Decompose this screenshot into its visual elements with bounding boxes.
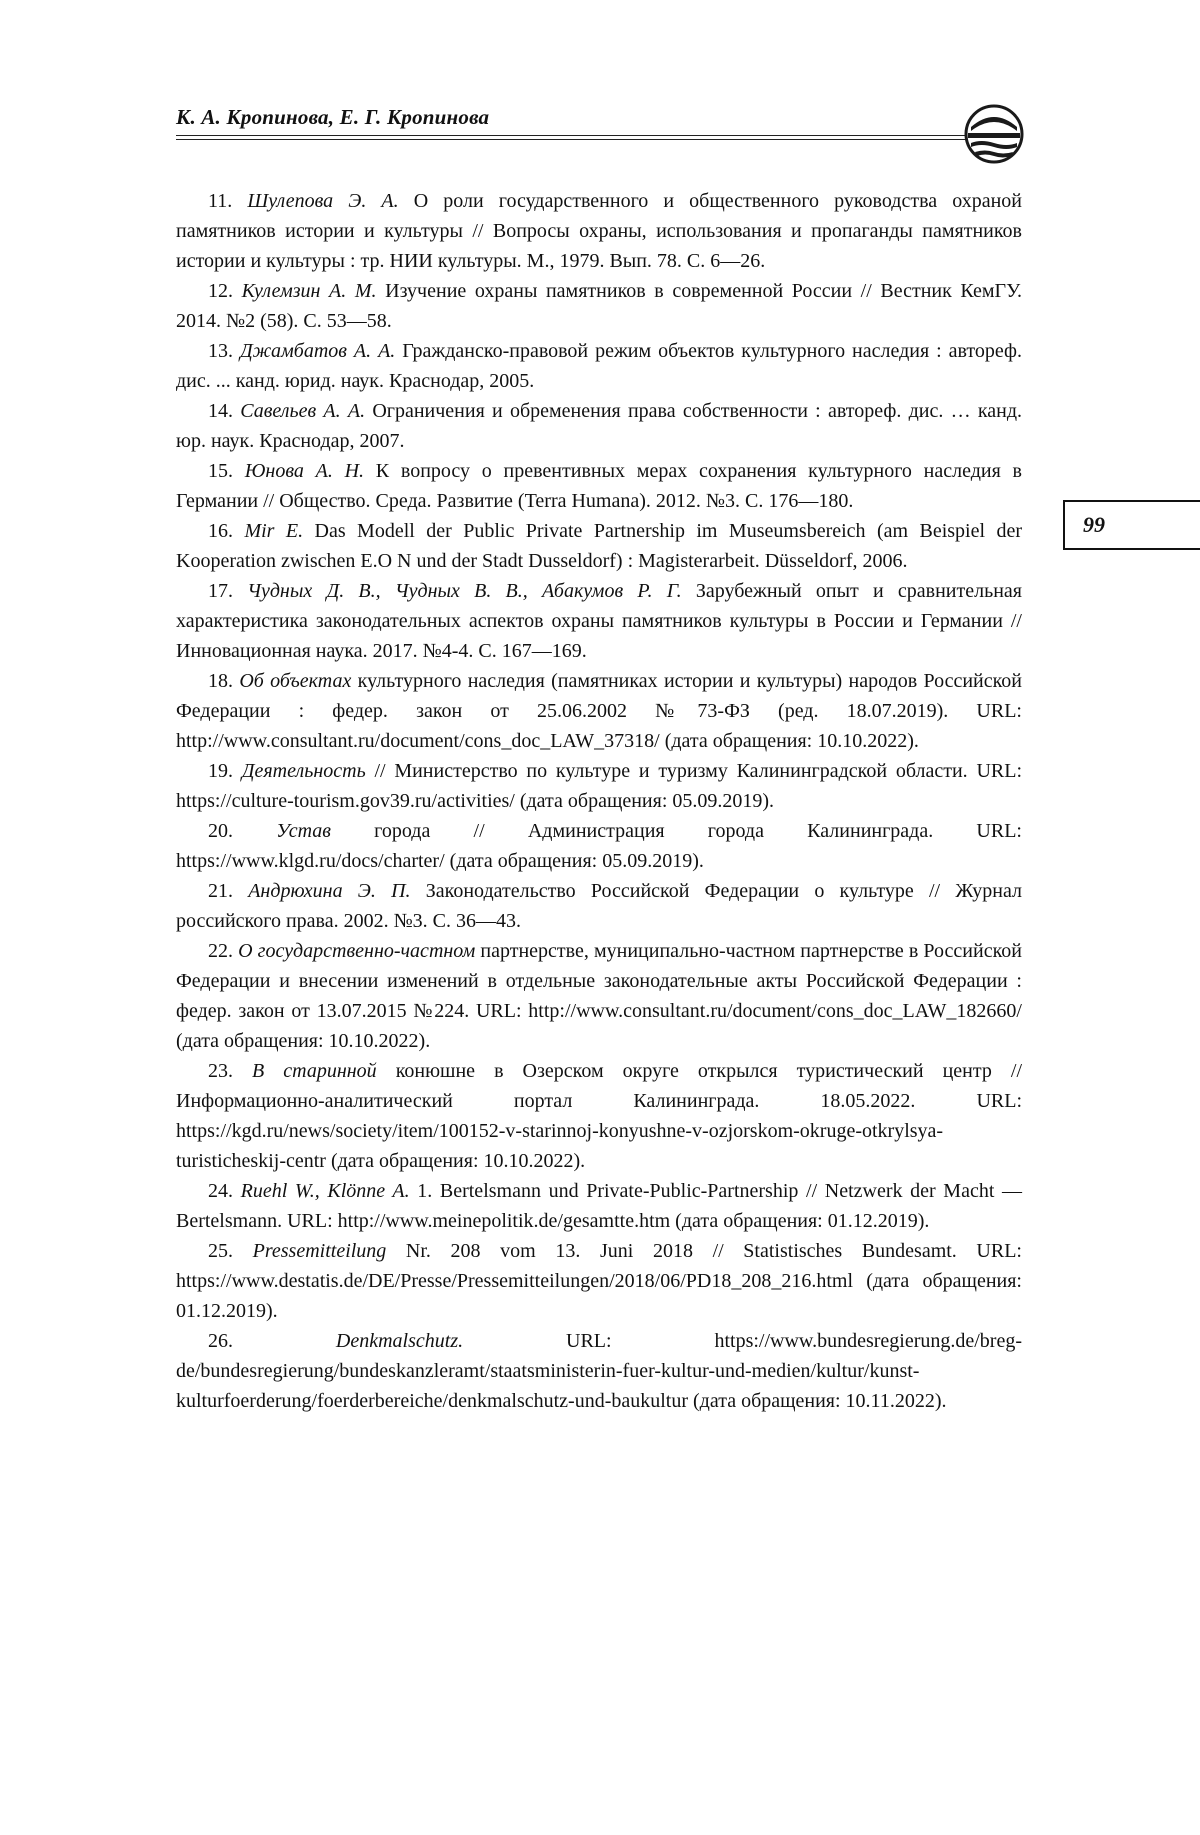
journal-logo-icon bbox=[963, 103, 1025, 165]
reference-text: К вопросу о превентивных мерах сохранения культурного наследия в Германии // Общество. Среда. Развитие (Terra Humana). 2012. №3. С. 176—180. bbox=[176, 460, 1022, 512]
reference-author: Шулепова Э. А. bbox=[247, 190, 399, 212]
reference-text: Законодательство Российской Федерации о культуре // Журнал российского права. 2002. №3. С. 36—43. bbox=[176, 880, 1022, 932]
reference-text: Изучение охраны памятников в современной России // Вестник КемГУ. 2014. №2 (58). С. 53—58. bbox=[176, 280, 1022, 332]
reference-item bbox=[176, 456, 1022, 516]
reference-author: В старинной bbox=[252, 1060, 377, 1082]
reference-number: 24. bbox=[208, 1180, 233, 1202]
reference-text: // Министерство по культуре и туризму Калининградской области. URL: https://culture-tourism.gov39.ru/activities/ (дата обращения: 05.09.2019). bbox=[176, 760, 1023, 812]
reference-number: 18. bbox=[208, 670, 233, 692]
reference-item bbox=[176, 336, 1022, 396]
reference-author: Mir E. bbox=[244, 520, 304, 542]
header-authors: К. А. Кропинова, Е. Г. Кропинова bbox=[176, 105, 490, 129]
reference-item bbox=[176, 186, 1022, 276]
reference-author: Об объектах bbox=[239, 670, 352, 692]
reference-author: Pressemitteilung bbox=[252, 1240, 387, 1262]
reference-text: Гражданско-правовой режим объектов культурного наследия : автореф. дис. ... канд. юрид. наук. Краснодар, 2005. bbox=[176, 340, 1022, 392]
reference-author: Denkmalschutz. bbox=[335, 1330, 464, 1352]
reference-text: Ограничения и обременения права собственности : автореф. дис. … канд. юр. наук. Краснодар, 2007. bbox=[176, 400, 1022, 452]
reference-number: 13. bbox=[208, 340, 233, 362]
reference-item bbox=[176, 1176, 1022, 1236]
reference-item bbox=[176, 516, 1022, 576]
reference-number: 15. bbox=[208, 460, 233, 482]
reference-item bbox=[176, 276, 1022, 336]
reference-number: 14. bbox=[208, 400, 233, 422]
reference-item bbox=[176, 1056, 1022, 1176]
reference-number: 16. bbox=[208, 520, 233, 542]
reference-author: О государственно-частном bbox=[238, 940, 476, 962]
header-rule bbox=[176, 135, 966, 136]
reference-text: URL: https://www.bundesregierung.de/breg-de/bundesregierung/bundeskanzleramt/staatsministerin-fuer-kultur-und-medien/kultur/kunst-kulturfoerderung/foerderbereiche/denkmalschutz-und-baukultur (дата обращения: 10.11.2022). bbox=[176, 1330, 1022, 1412]
reference-number: 22. bbox=[208, 940, 233, 962]
reference-author: Андрюхина Э. П. bbox=[248, 880, 411, 902]
reference-number: 17. bbox=[208, 580, 233, 602]
reference-text: конюшне в Озерском округе открылся туристический центр // Информационно-аналитический портал Калининграда. 18.05.2022. URL: https://kgd.ru/news/society/item/100152-v-starinnoj-konyushne-v-ozjorskom-okruge-otkrylsya-turisticheskij-centr (дата обращения: 10.10.2022). bbox=[176, 1060, 1023, 1172]
reference-number: 20. bbox=[208, 820, 233, 842]
reference-item bbox=[176, 936, 1022, 1056]
reference-item bbox=[176, 1236, 1022, 1326]
reference-text: Зарубежный опыт и сравнительная характеристика законодательных аспектов охраны памятников культуры в России и Германии // Инновационная наука. 2017. №4-4. С. 167—169. bbox=[176, 580, 1023, 662]
reference-number: 21. bbox=[208, 880, 233, 902]
reference-number: 26. bbox=[208, 1330, 233, 1352]
reference-number: 23. bbox=[208, 1060, 233, 1082]
reference-item bbox=[176, 666, 1022, 756]
reference-author: Джамбатов А. А. bbox=[239, 340, 396, 362]
reference-author: Чудных Д. В., Чудных В. В., Абакумов Р. Г. bbox=[247, 580, 682, 602]
reference-author: Ruehl W., Klönne A. bbox=[240, 1180, 410, 1202]
page-number-tab bbox=[1063, 500, 1200, 550]
page-number: 99 bbox=[1083, 512, 1105, 537]
reference-text: культурного наследия (памятниках истории и культуры) народов Российской Федерации : федер. закон от 25.06.2002 №73-ФЗ (ред. 18.07.2019). URL: http://www.consultant.ru/document/cons_doc_LAW_37318/ (дата обращения: 10.10.2022). bbox=[176, 670, 1023, 752]
reference-text: О роли государственного и общественного руководства охраной памятников истории и культуры // Вопросы охраны, использования и пропаганды памятников истории и культуры : тр. НИИ культуры. М., 1979. Вып. 78. С. 6—26. bbox=[176, 190, 1022, 272]
reference-item bbox=[176, 576, 1022, 666]
reference-number: 12. bbox=[208, 280, 233, 302]
reference-item bbox=[176, 756, 1022, 816]
reference-text: 1. Bertelsmann und Private-Public-Partnership // Netzwerk der Macht — Bertelsmann. URL: http://www.meinepolitik.de/gesamtte.htm (дата обращения: 01.12.2019). bbox=[176, 1180, 1023, 1232]
running-header bbox=[176, 104, 994, 130]
reference-text: Nr. 208 vom 13. Juni 2018 // Statistisches Bundesamt. URL: https://www.destatis.de/DE/Presse/Pressemitteilungen/2018/06/PD18_208_216.html (дата обращения: 01.12.2019). bbox=[176, 1240, 1022, 1322]
reference-item bbox=[176, 816, 1022, 876]
reference-number: 11. bbox=[208, 190, 233, 212]
reference-author: Устав bbox=[276, 820, 331, 842]
reference-list bbox=[176, 186, 1022, 1416]
reference-item bbox=[176, 876, 1022, 936]
reference-author: Савельев А. А. bbox=[240, 400, 366, 422]
reference-item bbox=[176, 1326, 1022, 1416]
reference-text: партнерстве, муниципально-частном партнерстве в Российской Федерации и внесении изменений в отдельные законодательные акты Российской Федерации : федер. закон от 13.07.2015 №224. URL: http://www.consultant.ru/document/cons_doc_LAW_182660/ (дата обращения: 10.10.2022). bbox=[176, 940, 1022, 1052]
reference-number: 19. bbox=[208, 760, 233, 782]
reference-author: Деятельность bbox=[241, 760, 366, 782]
reference-text: города // Администрация города Калининграда. URL: https://www.klgd.ru/docs/charter/ (дата обращения: 05.09.2019). bbox=[176, 820, 1022, 872]
header-rule-thin bbox=[176, 139, 966, 140]
reference-number: 25. bbox=[208, 1240, 233, 1262]
reference-text: Das Modell der Public Private Partnership im Museumsbereich (am Beispiel der Kooperation zwischen E.O N und der Stadt Dusseldorf) : Magisterarbeit. Düsseldorf, 2006. bbox=[176, 520, 1023, 572]
reference-author: Юнова А. Н. bbox=[244, 460, 365, 482]
reference-item bbox=[176, 396, 1022, 456]
reference-author: Кулемзин А. М. bbox=[241, 280, 377, 302]
